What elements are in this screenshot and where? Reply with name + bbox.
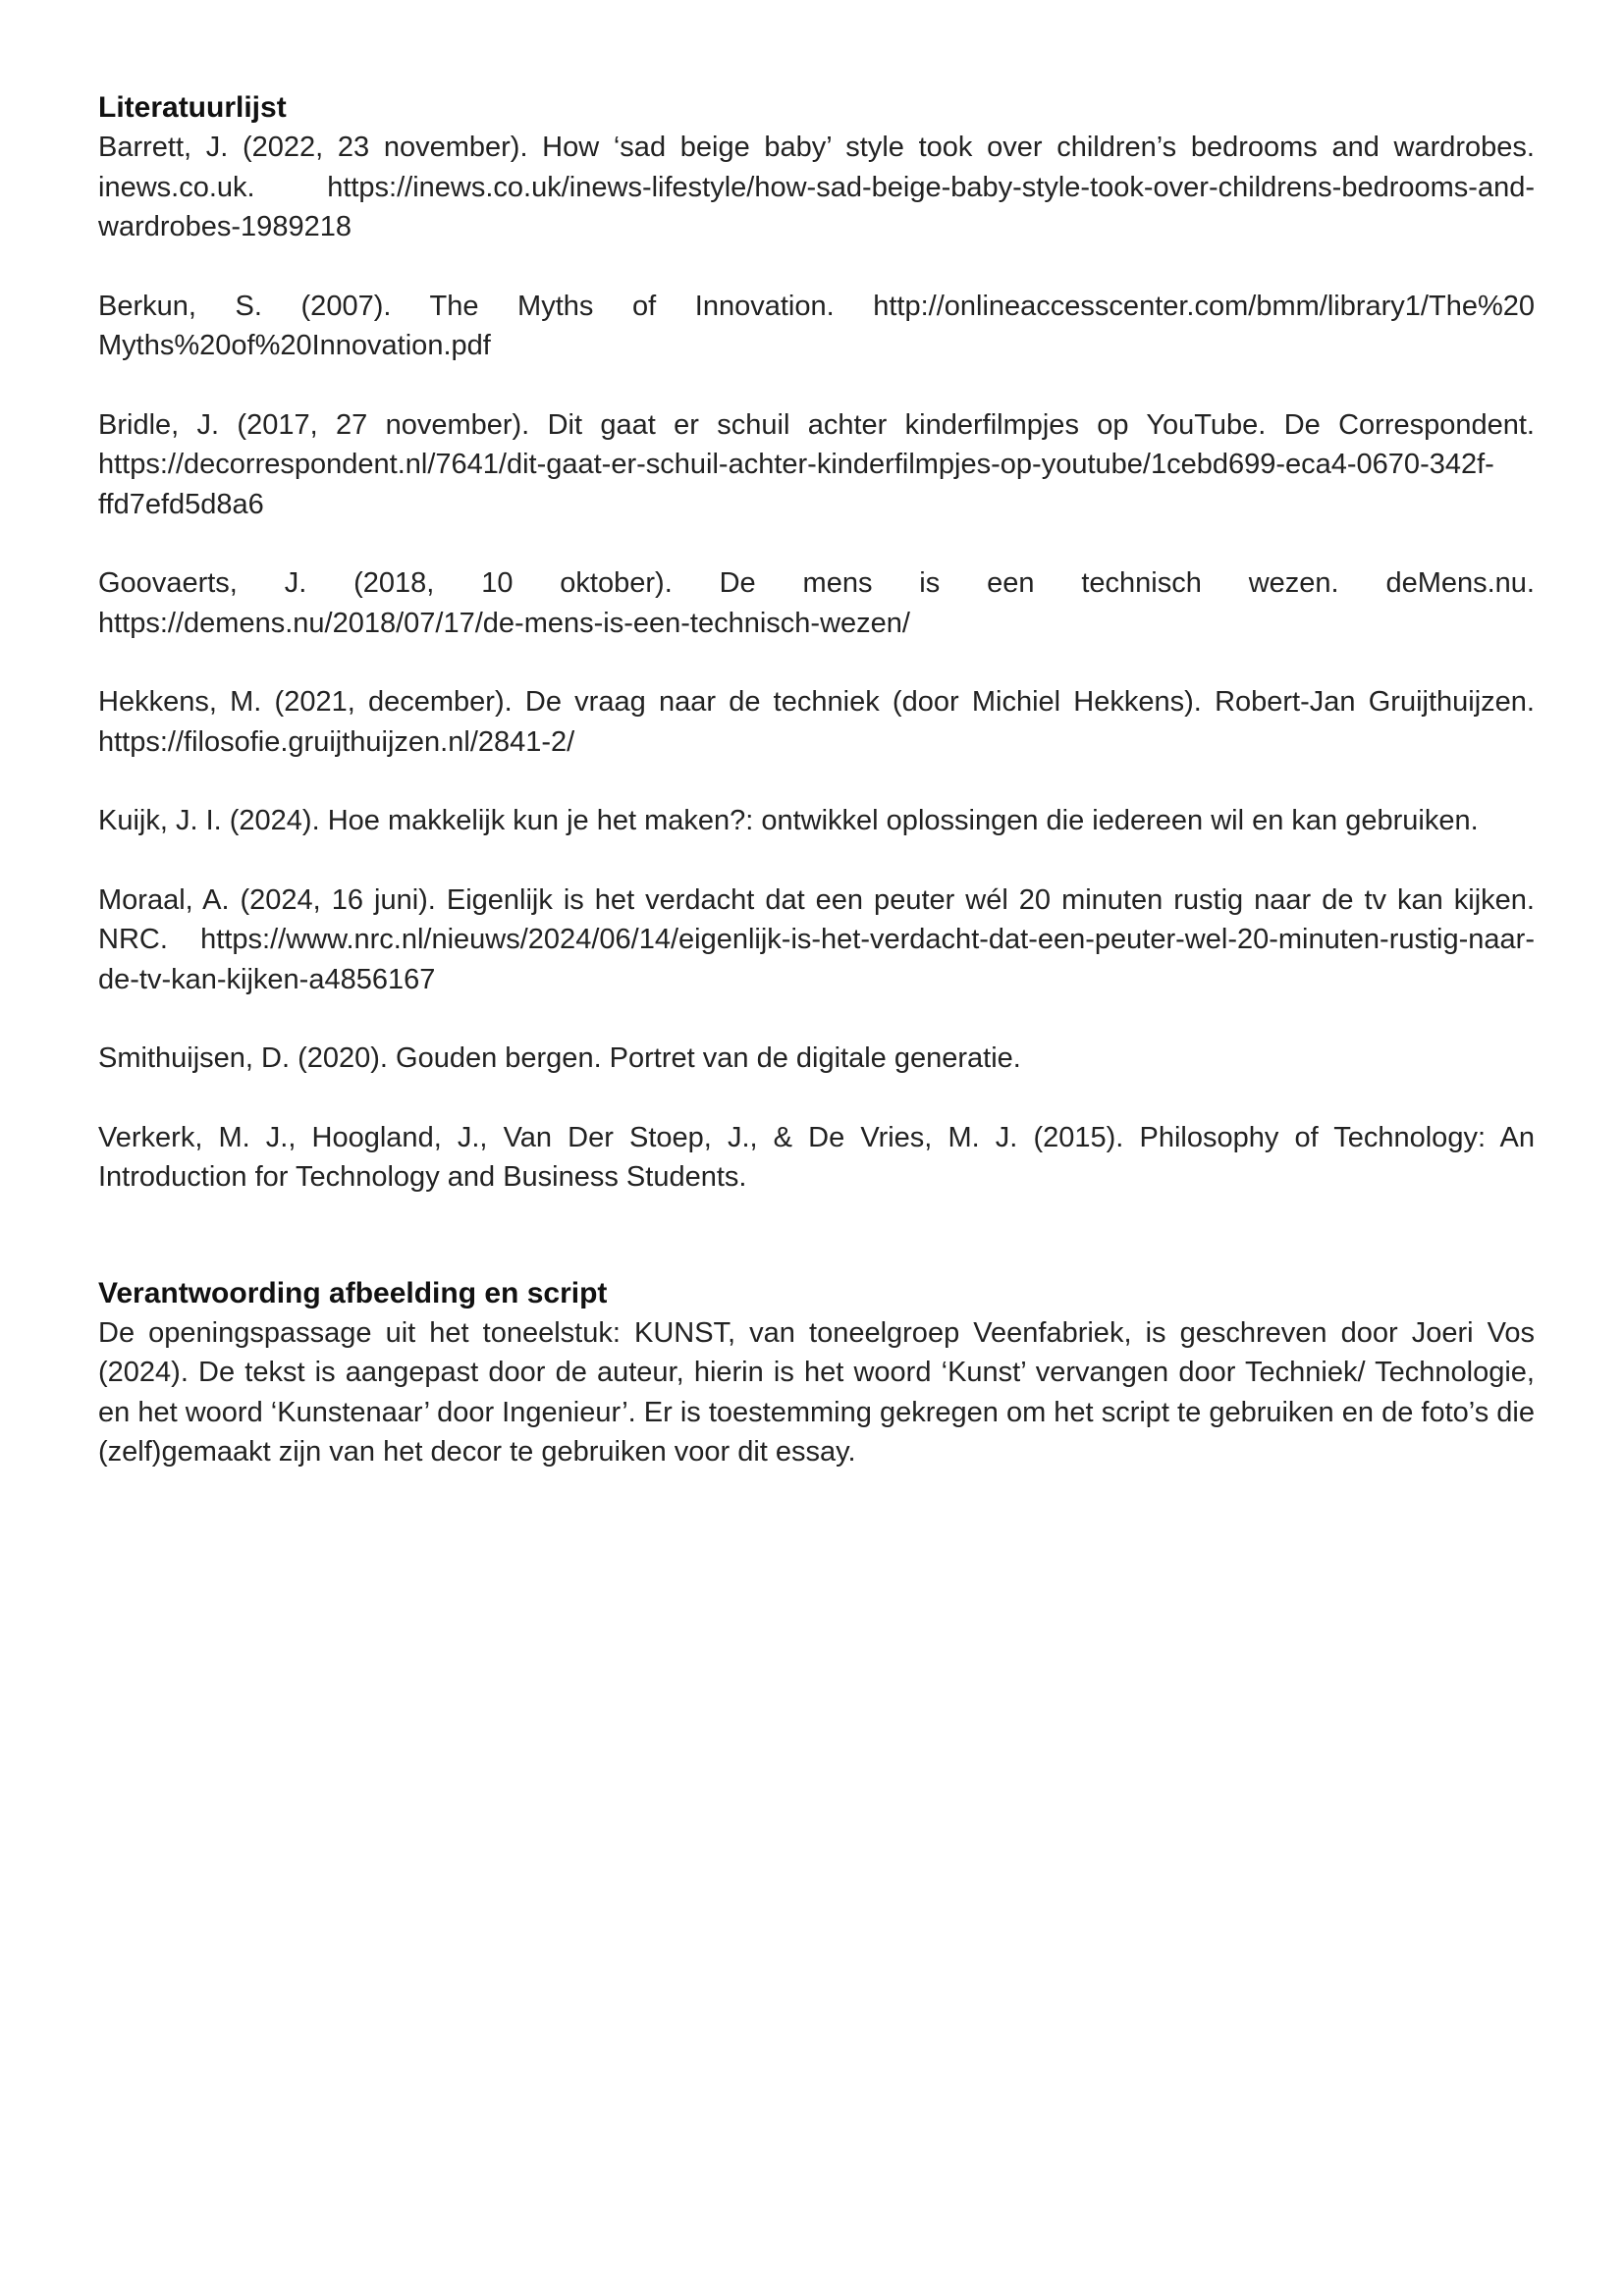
reference-entry: Smithuijsen, D. (2020). Gouden bergen. Portret van de digitale generatie. bbox=[98, 1042, 1021, 1074]
reference-entry: Goovaerts, J. (2018, 10 oktober). De mens is een technisch wezen. deMens.nu. https://demens.nu/2018/07/17/de-mens-is-een-technisch-wezen/ bbox=[98, 567, 1535, 639]
reference-entry: Barrett, J. (2022, 23 november). How ‘sad beige baby’ style took over children’s bedrooms and wardrobes. inews.co.uk. https://inews.co.uk/inews-lifestyle/how-sad-beige-baby-style-took-over-childrens-bedrooms-and-wardrobes-1989218 bbox=[98, 132, 1535, 242]
reference-entry: Moraal, A. (2024, 16 juni). Eigenlijk is het verdacht dat een peuter wél 20 minuten rustig naar de tv kan kijken. NRC. https://www.nrc.nl/nieuws/2024/06/14/eigenlijk-is-het-verdacht-dat-een-peuter-wel-20-minuten-rustig-naar-de-tv-kan-kijken-a4856167 bbox=[98, 883, 1535, 995]
reference-list bbox=[98, 128, 1535, 1198]
reference-entry: Hekkens, M. (2021, december). De vraag naar de techniek (door Michiel Hekkens). Robert-Jan Gruijthuijzen. https://filosofie.gruijthuijzen.nl/2841-2/ bbox=[98, 686, 1535, 758]
reference-entry: Kuijk, J. I. (2024). Hoe makkelijk kun je het maken?: ontwikkel oplossingen die iedereen wil en kan gebruiken. bbox=[98, 805, 1479, 836]
document-page bbox=[98, 88, 1535, 1472]
reference-entry: Berkun, S. (2007). The Myths of Innovation. http://onlineaccesscenter.com/bmm/library1/The%20 Myths%20of%20Innovation.pdf bbox=[98, 290, 1535, 361]
reference-entry: Bridle, J. (2017, 27 november). Dit gaat er schuil achter kinderfilmpjes op YouTube. De Correspondent. https://decorrespondent.nl/7641/dit-gaat-er-schuil-achter-kinderfilmpjes-op-youtube/1cebd699-eca4-0670-342f-ffd7efd5d8a6 bbox=[98, 408, 1535, 520]
acknowledgement-heading: Verantwoording afbeelding en script bbox=[98, 1276, 608, 1309]
bibliography-heading: Literatuurlijst bbox=[98, 91, 287, 124]
acknowledgement-section bbox=[98, 1274, 1535, 1472]
bibliography-section bbox=[98, 88, 1535, 1198]
acknowledgement-text: De openingspassage uit het toneelstuk: KUNST, van toneelgroep Veenfabriek, is geschreven door Joeri Vos (2024). De tekst is aangepast door de auteur, hierin is het woord ‘Kunst’ vervangen door Techniek/ Technologie, en het woord ‘Kunstenaar’ door Ingenieur’. Er is toestemming gekregen om het script te gebruiken en de foto’s die (zelf)gemaakt zijn van het decor te gebruiken voor dit essay. bbox=[98, 1316, 1535, 1468]
reference-entry: Verkerk, M. J., Hoogland, J., Van Der Stoep, J., & De Vries, M. J. (2015). Philosophy of Technology: An Introduction for Technology and Business Students. bbox=[98, 1121, 1535, 1193]
